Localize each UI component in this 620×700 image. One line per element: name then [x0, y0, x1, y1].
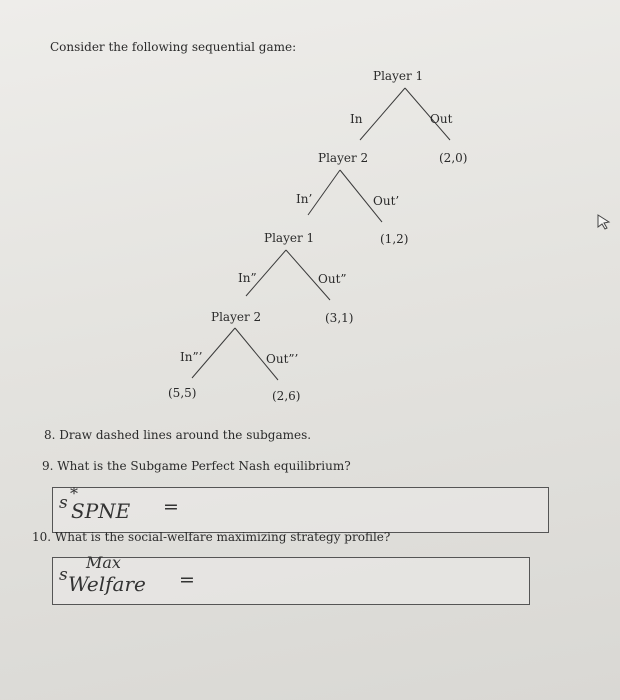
cursor-icon — [597, 214, 611, 230]
question-number: 9. — [42, 459, 54, 473]
payoff-in-tprime: (5,5) — [168, 386, 197, 400]
payoff-out-prime: (1,2) — [380, 232, 409, 246]
action-out-dprime: Out” — [318, 272, 347, 286]
welfare-equals: = — [179, 569, 195, 591]
edge-in-prime — [308, 170, 340, 215]
action-in: In — [350, 112, 363, 126]
action-in-prime: In’ — [296, 192, 313, 206]
action-in-dprime: In” — [238, 271, 257, 285]
action-out: Out — [430, 112, 453, 126]
welfare-max: Max — [86, 553, 121, 572]
spne-s: s — [59, 493, 68, 513]
question-number: 10. — [32, 530, 52, 544]
question-10 — [32, 530, 390, 544]
question-text: Draw dashed lines around the subgames. — [59, 428, 312, 442]
welfare-answer-box[interactable] — [52, 553, 530, 605]
node-player1-root: Player 1 — [373, 69, 424, 83]
action-out-tprime: Out”’ — [266, 352, 299, 366]
question-text: What is the social-welfare maximizing strategy profile? — [54, 530, 391, 544]
spne-equals: = — [163, 496, 179, 518]
spne-star: * — [70, 484, 78, 503]
question-8 — [44, 428, 311, 442]
payoff-out-dprime: (3,1) — [325, 311, 354, 325]
payoff-out: (2,0) — [439, 151, 468, 165]
intro-text: Consider the following sequential game: — [50, 40, 297, 54]
question-text: What is the Subgame Perfect Nash equilibrium? — [57, 459, 351, 473]
node-player2-second: Player 2 — [211, 310, 262, 324]
welfare-label: Welfare — [68, 572, 146, 596]
node-player2-first: Player 2 — [318, 151, 369, 165]
action-out-prime: Out’ — [373, 194, 400, 208]
payoff-out-tprime: (2,6) — [272, 389, 301, 403]
node-player1-second: Player 1 — [264, 231, 315, 245]
spne-answer-box[interactable] — [52, 484, 549, 533]
spne-label: SPNE — [71, 499, 131, 523]
action-in-tprime: In”’ — [180, 350, 203, 364]
question-number: 8. — [44, 428, 56, 442]
edge-in — [360, 88, 405, 140]
welfare-s: s — [59, 565, 68, 585]
question-9 — [42, 459, 351, 473]
